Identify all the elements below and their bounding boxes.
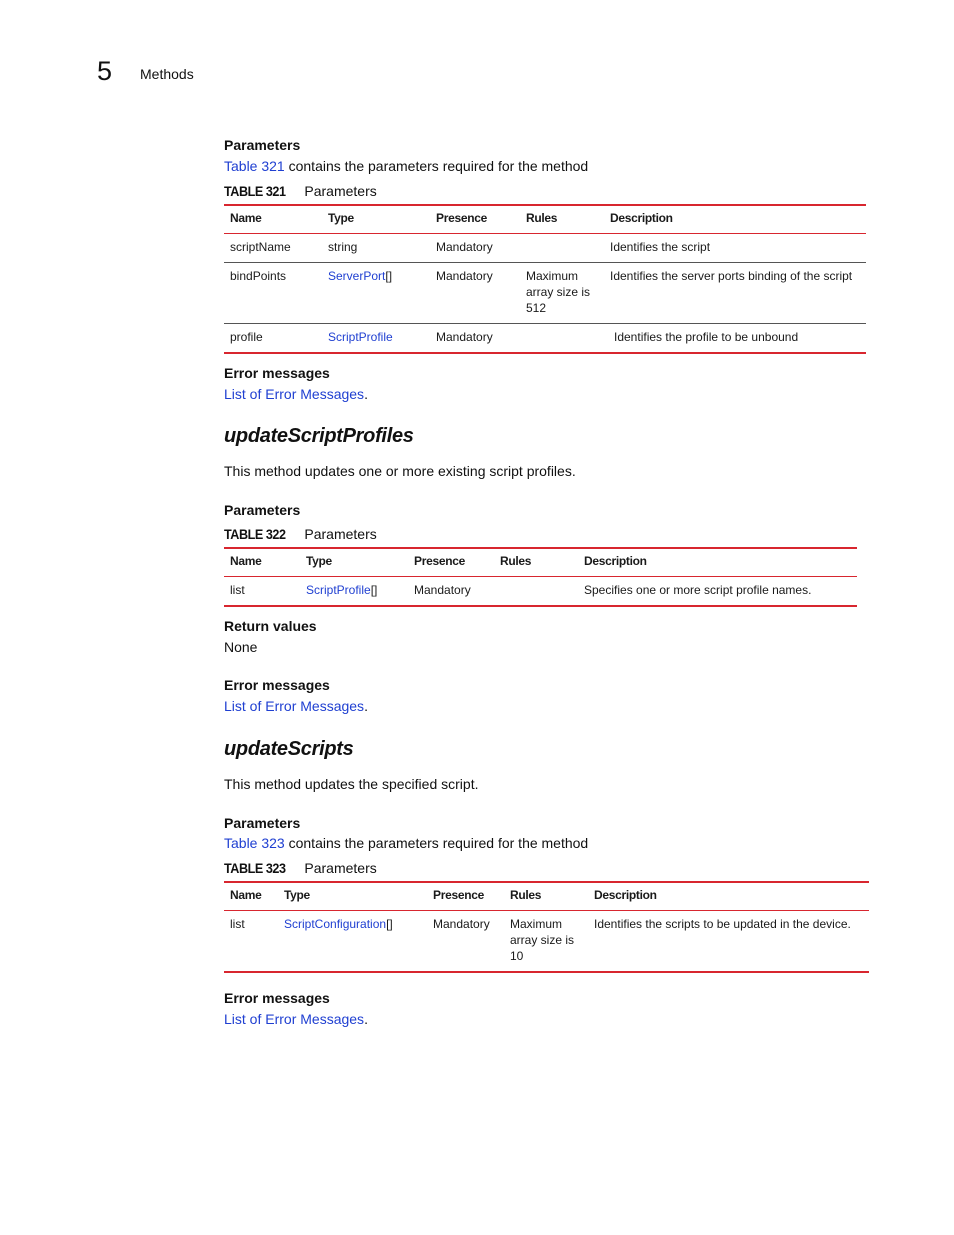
period: . (364, 698, 368, 714)
column-header: Name (224, 205, 322, 234)
param-type (278, 911, 427, 973)
column-header: Name (224, 548, 300, 577)
method-title: updateScriptProfiles (224, 425, 414, 447)
chapter-title: Methods (140, 66, 194, 82)
table-intro-text: contains the parameters required for the method (284, 835, 589, 851)
column-header: Rules (504, 882, 588, 911)
param-name: scriptName (224, 234, 322, 263)
table-intro (224, 834, 588, 852)
error-messages-link[interactable]: List of Error Messages (224, 1011, 365, 1027)
error-messages-line (224, 385, 368, 403)
param-description: Identifies the scripts to be updated in the device. (588, 911, 869, 973)
error-messages-heading: Error messages (224, 990, 330, 1006)
param-type (322, 263, 430, 324)
param-rules (520, 324, 604, 354)
period: . (364, 386, 368, 402)
param-type: string (322, 234, 430, 263)
method-description: This method updates one or more existing script profiles. (224, 463, 576, 479)
param-rules: Maximum array size is 512 (520, 263, 604, 324)
table-caption (224, 182, 377, 200)
type-link[interactable]: ScriptProfile (306, 583, 371, 597)
chapter-number: 5 (97, 56, 113, 86)
table-row (224, 324, 866, 354)
column-header: Rules (520, 205, 604, 234)
column-header: Description (604, 205, 866, 234)
column-header: Description (588, 882, 869, 911)
table-intro (224, 157, 588, 175)
type-link[interactable]: ScriptProfile (328, 330, 393, 344)
column-header: Type (322, 205, 430, 234)
param-rules (494, 577, 578, 607)
period: . (364, 1011, 368, 1027)
column-header: Presence (427, 882, 504, 911)
type-suffix: [] (370, 583, 378, 597)
error-messages-link[interactable]: List of Error Messages (224, 698, 365, 714)
column-header: Presence (430, 205, 520, 234)
table-name: Parameters (304, 526, 377, 542)
table-name: Parameters (304, 183, 377, 199)
type-link[interactable]: ScriptConfiguration (284, 917, 387, 931)
table-321-link[interactable]: Table 321 (224, 158, 285, 174)
error-messages-line (224, 1010, 368, 1028)
method-title: updateScripts (224, 738, 354, 760)
param-rules (520, 234, 604, 263)
param-name: list (224, 911, 278, 973)
type-link[interactable]: ServerPort (328, 269, 386, 283)
table-row (224, 263, 866, 324)
column-header: Type (278, 882, 427, 911)
parameters-heading: Parameters (224, 502, 301, 518)
parameters-heading: Parameters (224, 137, 301, 153)
param-name: list (224, 577, 300, 607)
table-label: TABLE 321 (224, 183, 286, 199)
parameters-heading: Parameters (224, 815, 301, 831)
param-presence: Mandatory (408, 577, 494, 607)
param-type (300, 577, 408, 607)
table-header-row (224, 205, 866, 234)
param-name: bindPoints (224, 263, 322, 324)
parameters-table (224, 881, 869, 973)
param-name: profile (224, 324, 322, 354)
table-row (224, 911, 869, 973)
error-messages-link[interactable]: List of Error Messages (224, 386, 365, 402)
table-header-row (224, 548, 857, 577)
param-rules: Maximum array size is 10 (504, 911, 588, 973)
method-description: This method updates the specified script. (224, 776, 479, 792)
table-name: Parameters (304, 860, 377, 876)
param-presence: Mandatory (430, 324, 520, 354)
type-suffix: [] (386, 917, 393, 931)
column-header: Type (300, 548, 408, 577)
param-description: Identifies the server ports binding of the script (604, 263, 866, 324)
table-row (224, 234, 866, 263)
error-messages-heading: Error messages (224, 677, 330, 693)
table-label: TABLE 323 (224, 860, 286, 876)
parameters-table (224, 547, 857, 607)
error-messages-heading: Error messages (224, 365, 330, 381)
parameters-table (224, 204, 866, 354)
table-row (224, 577, 857, 607)
param-presence: Mandatory (430, 234, 520, 263)
table-header-row (224, 882, 869, 911)
param-type (322, 324, 430, 354)
table-caption (224, 859, 377, 877)
column-header: Description (578, 548, 857, 577)
table-caption (224, 525, 377, 543)
param-presence: Mandatory (430, 263, 520, 324)
column-header: Presence (408, 548, 494, 577)
table-intro-text: contains the parameters required for the method (284, 158, 589, 174)
type-suffix: [] (385, 269, 393, 283)
return-value: None (224, 639, 258, 655)
param-presence: Mandatory (427, 911, 504, 973)
table-323-link[interactable]: Table 323 (224, 835, 285, 851)
column-header: Rules (494, 548, 578, 577)
table-label: TABLE 322 (224, 526, 286, 542)
column-header: Name (224, 882, 278, 911)
error-messages-line (224, 697, 368, 715)
param-description: Identifies the profile to be unbound (604, 324, 866, 354)
return-values-heading: Return values (224, 618, 317, 634)
param-description: Specifies one or more script profile names. (578, 577, 857, 607)
param-description: Identifies the script (604, 234, 866, 263)
